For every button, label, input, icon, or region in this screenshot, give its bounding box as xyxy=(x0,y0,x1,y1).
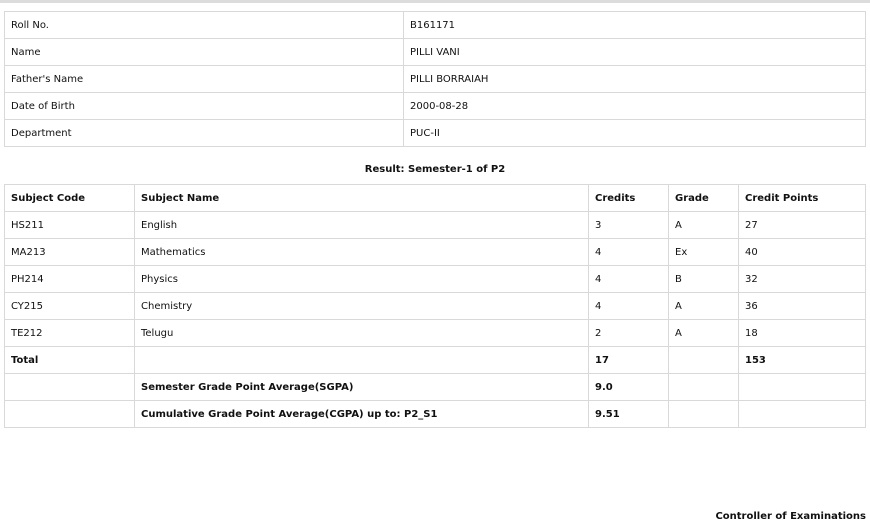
col-credit-points: Credit Points xyxy=(739,185,866,212)
subject-code: MA213 xyxy=(5,239,135,266)
total-grade-empty xyxy=(669,347,739,374)
grades-table xyxy=(4,184,866,428)
dob-label: Date of Birth xyxy=(5,93,404,120)
name-label: Name xyxy=(5,39,404,66)
total-empty xyxy=(135,347,589,374)
subject-code: TE212 xyxy=(5,320,135,347)
total-points: 153 xyxy=(739,347,866,374)
subject-name: English xyxy=(135,212,589,239)
sgpa-label: Semester Grade Point Average(SGPA) xyxy=(135,374,589,401)
subject-code: HS211 xyxy=(5,212,135,239)
subject-credits: 4 xyxy=(589,239,669,266)
name-value: PILLI VANI xyxy=(404,39,866,66)
info-row-roll xyxy=(5,12,866,39)
sgpa-empty xyxy=(5,374,135,401)
col-subject-name: Subject Name xyxy=(135,185,589,212)
subject-grade: A xyxy=(669,293,739,320)
subject-points: 27 xyxy=(739,212,866,239)
col-subject-code: Subject Code xyxy=(5,185,135,212)
department-value: PUC-II xyxy=(404,120,866,147)
cgpa-label: Cumulative Grade Point Average(CGPA) up to: P2_S1 xyxy=(135,401,589,428)
subject-grade: A xyxy=(669,212,739,239)
sgpa-row xyxy=(5,374,866,401)
sgpa-value: 9.0 xyxy=(589,374,669,401)
father-value: PILLI BORRAIAH xyxy=(404,66,866,93)
cgpa-grade-empty xyxy=(669,401,739,428)
subject-code: PH214 xyxy=(5,266,135,293)
table-row xyxy=(5,293,866,320)
subject-points: 40 xyxy=(739,239,866,266)
department-label: Department xyxy=(5,120,404,147)
subject-points: 18 xyxy=(739,320,866,347)
total-label: Total xyxy=(5,347,135,374)
table-row xyxy=(5,320,866,347)
result-title: Result: Semester-1 of P2 xyxy=(364,164,506,175)
sgpa-grade-empty xyxy=(669,374,739,401)
top-divider xyxy=(0,0,870,3)
dob-value: 2000-08-28 xyxy=(404,93,866,120)
subject-credits: 4 xyxy=(589,293,669,320)
total-row xyxy=(5,347,866,374)
col-grade: Grade xyxy=(669,185,739,212)
student-info-table xyxy=(4,11,866,147)
sgpa-points-empty xyxy=(739,374,866,401)
col-credits: Credits xyxy=(589,185,669,212)
cgpa-value: 9.51 xyxy=(589,401,669,428)
subject-grade: Ex xyxy=(669,239,739,266)
grades-header-row xyxy=(5,185,866,212)
cgpa-points-empty xyxy=(739,401,866,428)
subject-grade: B xyxy=(669,266,739,293)
subject-points: 32 xyxy=(739,266,866,293)
table-row xyxy=(5,239,866,266)
table-row xyxy=(5,212,866,239)
subject-name: Physics xyxy=(135,266,589,293)
total-credits: 17 xyxy=(589,347,669,374)
info-row-dob xyxy=(5,93,866,120)
cgpa-row xyxy=(5,401,866,428)
info-row-name xyxy=(5,39,866,66)
info-row-father xyxy=(5,66,866,93)
roll-value: B161171 xyxy=(404,12,866,39)
subject-points: 36 xyxy=(739,293,866,320)
subject-credits: 4 xyxy=(589,266,669,293)
info-row-department xyxy=(5,120,866,147)
subject-grade: A xyxy=(669,320,739,347)
subject-name: Chemistry xyxy=(135,293,589,320)
table-row xyxy=(5,266,866,293)
subject-name: Telugu xyxy=(135,320,589,347)
subject-code: CY215 xyxy=(5,293,135,320)
subject-name: Mathematics xyxy=(135,239,589,266)
cgpa-empty xyxy=(5,401,135,428)
subject-credits: 2 xyxy=(589,320,669,347)
roll-label: Roll No. xyxy=(5,12,404,39)
controller-signature-label: Controller of Examinations xyxy=(715,511,866,522)
subject-credits: 3 xyxy=(589,212,669,239)
father-label: Father's Name xyxy=(5,66,404,93)
